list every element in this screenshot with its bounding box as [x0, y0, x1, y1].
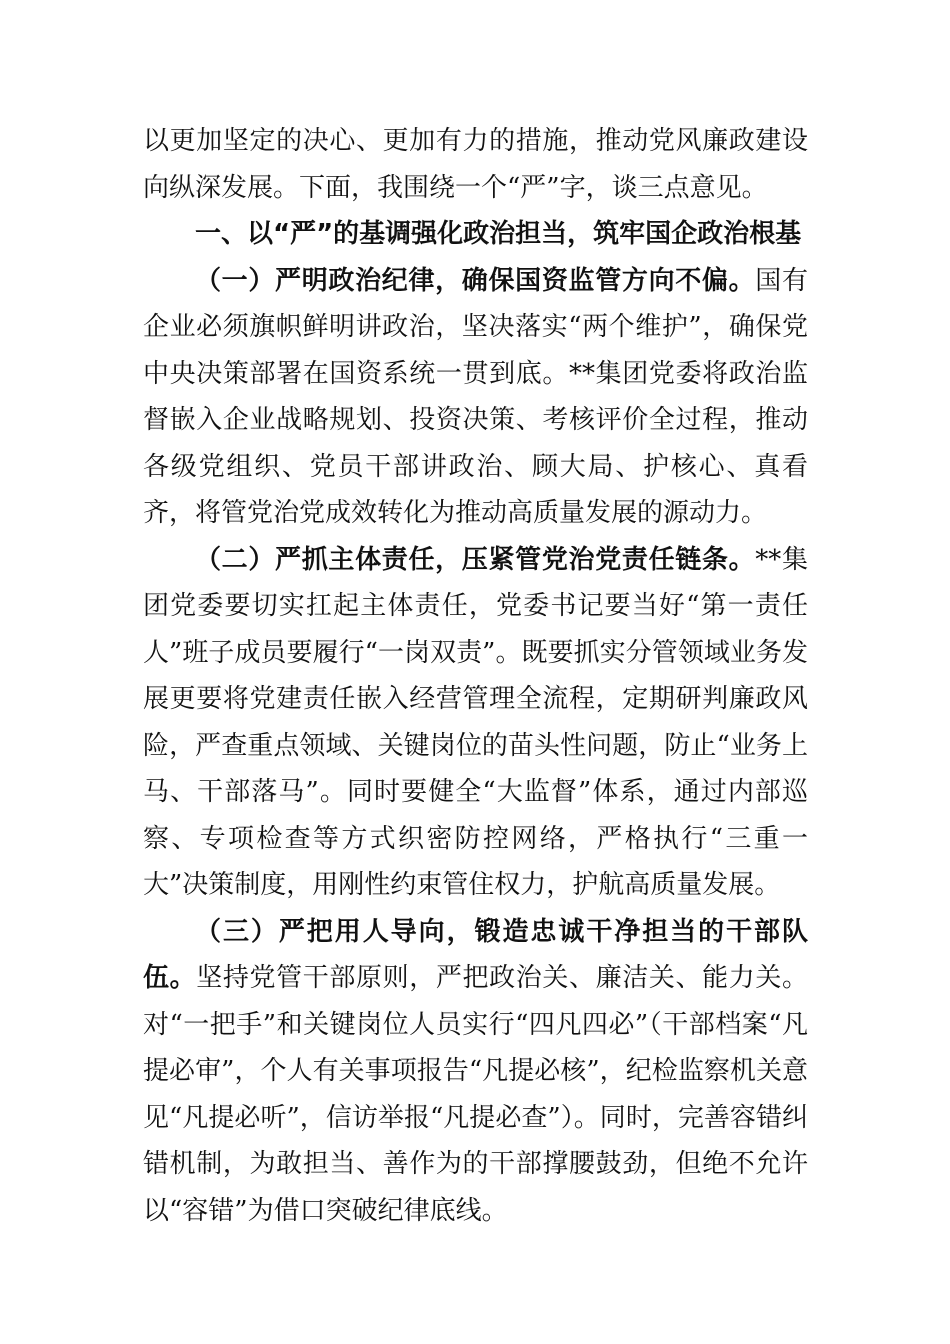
paragraph-intro	[143, 118, 808, 211]
paragraph-text: 坚持党管干部原则，严把政治关、廉洁关、能力关。对“一把手”和关键岗位人员实行“四凡四必”（干部档案“凡提必审”，个人有关事项报告“凡提必核”，纪检监察机关意见“凡提必听”，信访举报“凡提必查”）。同时，完善容错纠错机制，为敢担当、善作为的干部撑腰鼓劲，但绝不允许以“容错”为借口突破纪律底线。	[143, 963, 808, 1226]
section-heading: 一、以“严”的基调强化政治担当，筑牢国企政治根基	[195, 219, 802, 249]
paragraph-personnel-orientation	[143, 909, 808, 1235]
paragraph-main-responsibility	[143, 537, 808, 909]
paragraph-text: **集团党委要切实扛起主体责任，党委书记要当好“第一责任人”班子成员要履行“一岗双责”。既要抓实分管领域业务发展更要将党建责任嵌入经营管理全流程，定期研判廉政风险，严查重点领域、关键岗位的苗头性问题，防止“业务上马、干部落马”。同时要健全“大监督”体系，通过内部巡察、专项检查等方式织密防控网络，严格执行“三重一大”决策制度，用刚性约束管住权力，护航高质量发展。	[143, 544, 808, 900]
subsection-heading: （三）严把用人导向，锻造忠诚干净担当的干部队伍。	[143, 916, 808, 993]
paragraph-political-discipline	[143, 258, 808, 537]
subsection-heading: （二）严抓主体责任，压紧管党治党责任链条。	[195, 544, 756, 575]
document-body	[143, 118, 808, 1234]
subsection-heading: （一）严明政治纪律，确保国资监管方向不偏。	[195, 265, 756, 296]
paragraph-text: 以更加坚定的决心、更加有力的措施，推动党风廉政建设向纵深发展。下面，我围绕一个“严”字，谈三点意见。	[143, 126, 808, 203]
paragraph-text: 国有企业必须旗帜鲜明讲政治，坚决落实“两个维护”，确保党中央决策部署在国资系统一贯到底。**集团党委将政治监督嵌入企业战略规划、投资决策、考核评价全过程，推动各级党组织、党员干部讲政治、顾大局、护核心、真看齐，将管党治党成效转化为推动高质量发展的源动力。	[143, 265, 808, 528]
